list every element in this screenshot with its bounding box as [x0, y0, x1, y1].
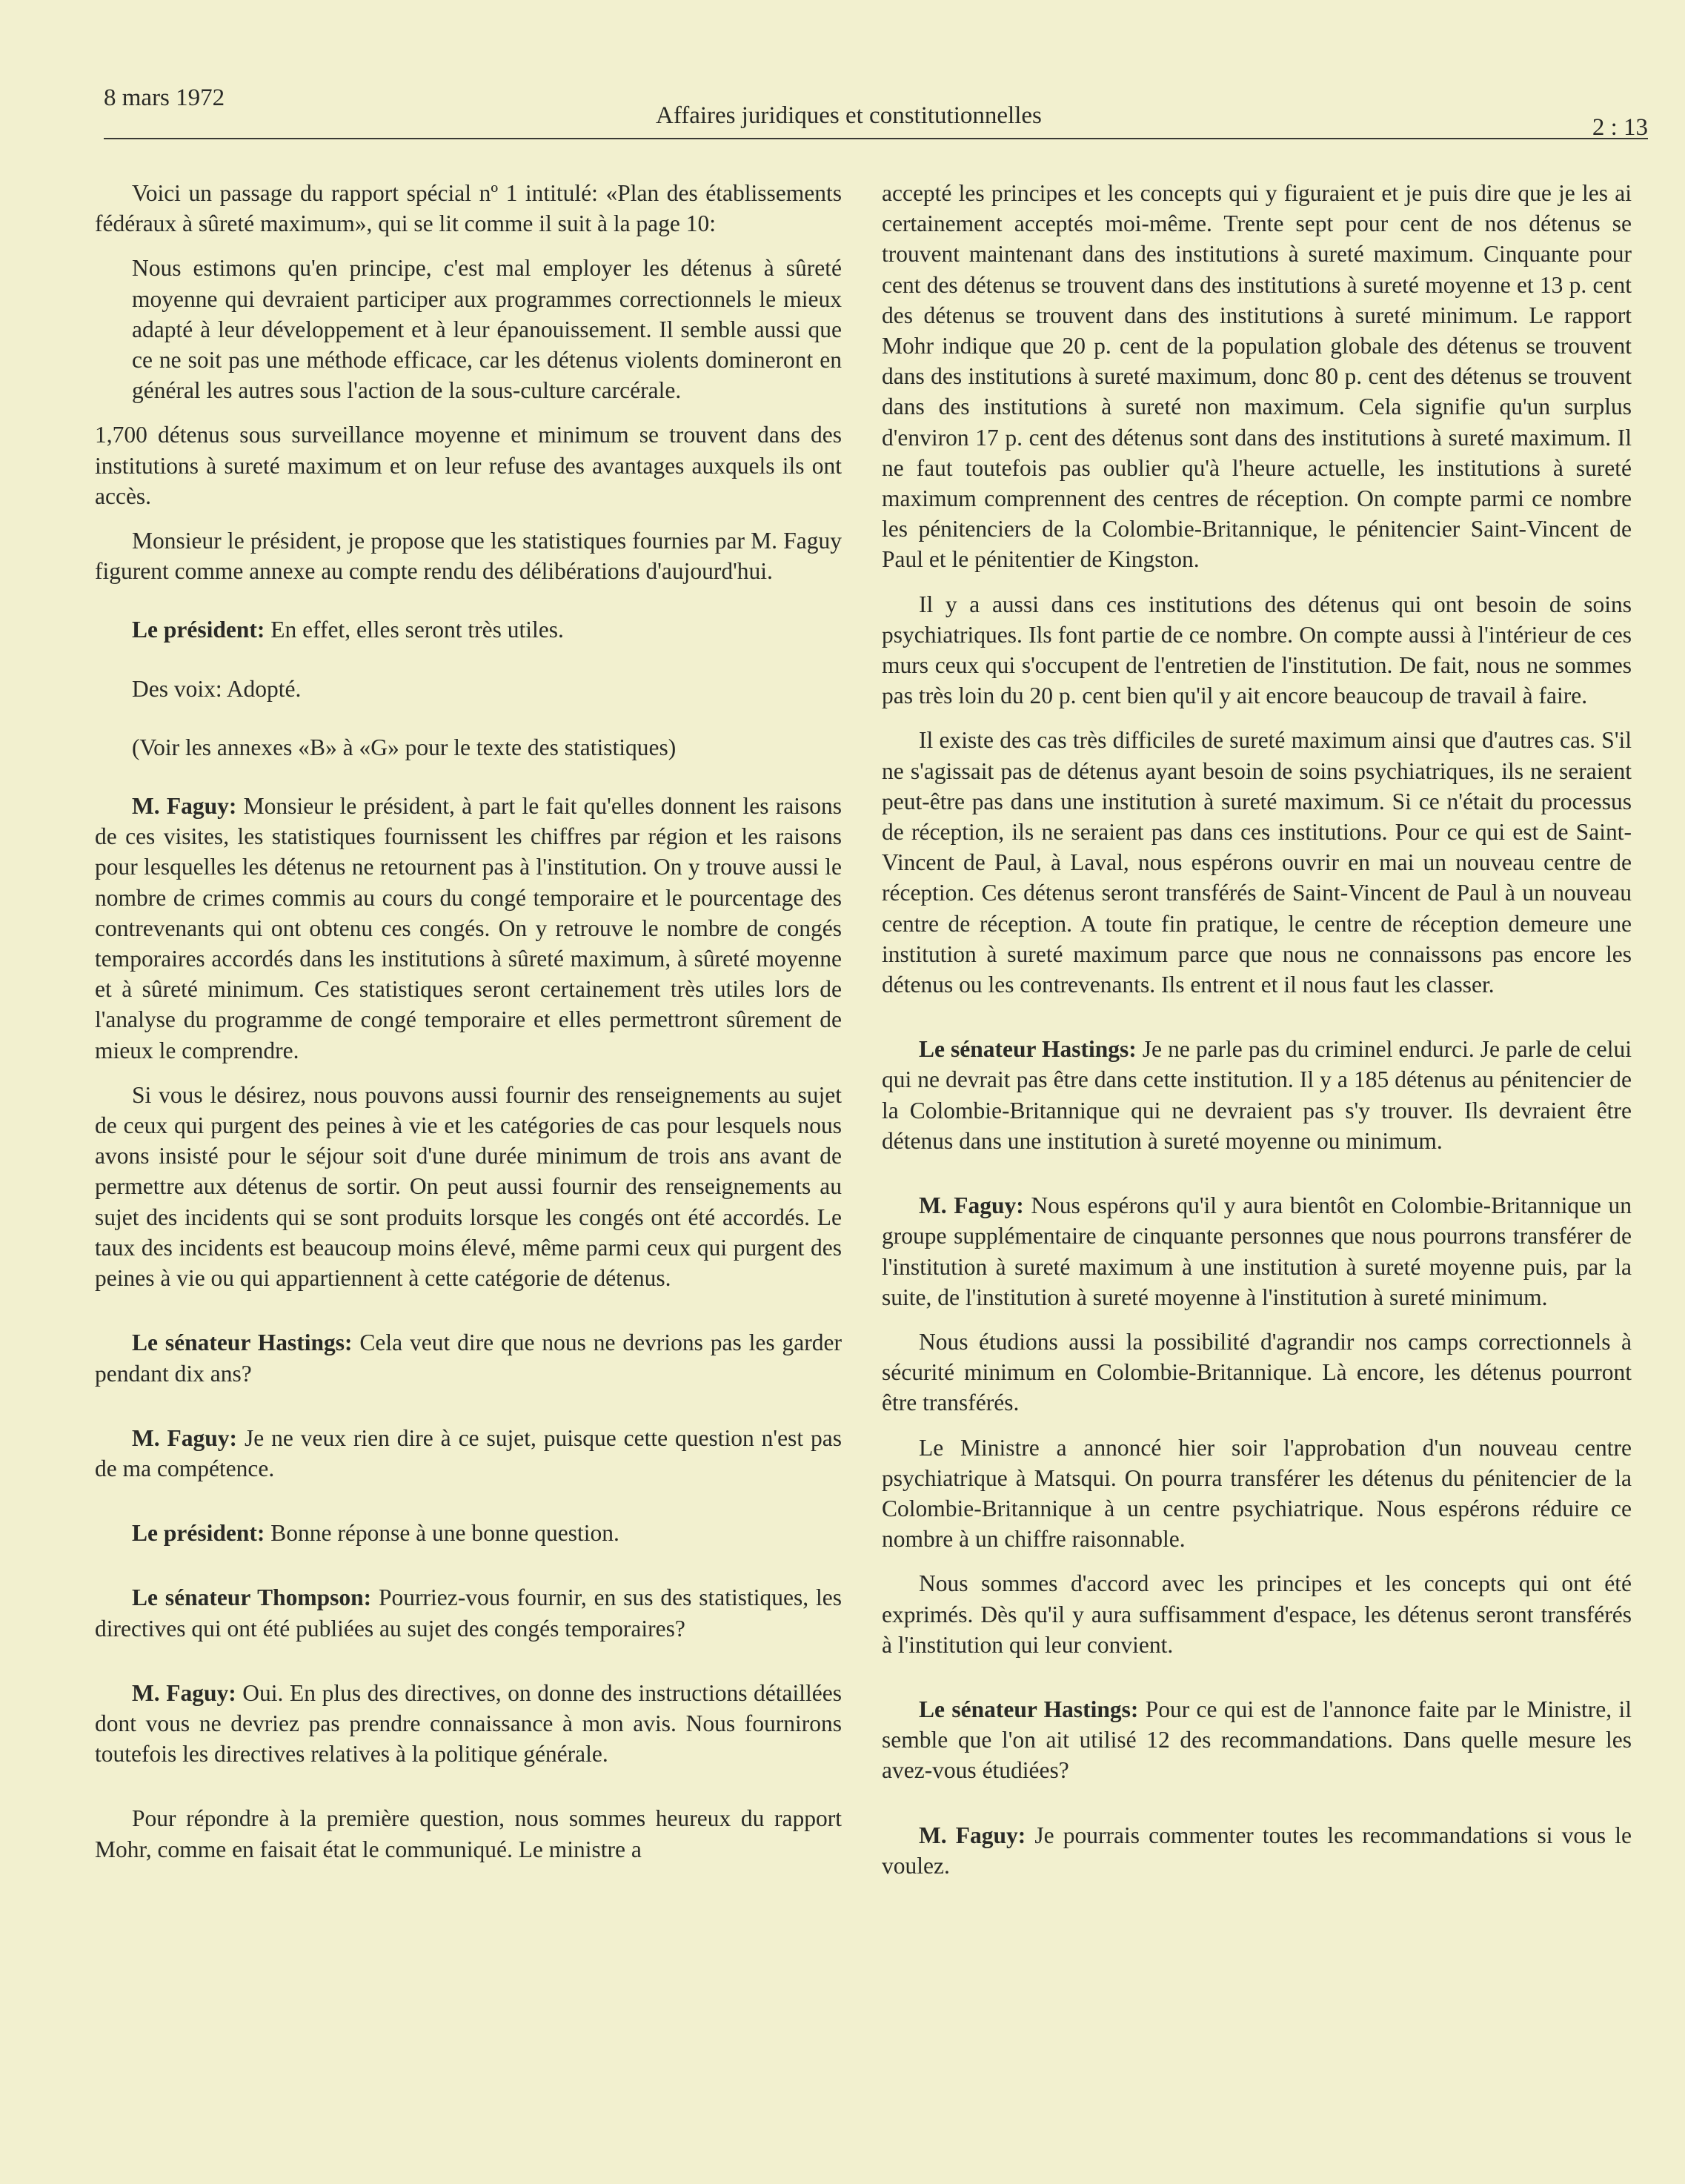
speech	[882, 1820, 1632, 1881]
speech	[95, 1518, 842, 1548]
speech	[95, 1423, 842, 1484]
speech	[95, 791, 842, 1066]
block-quote: Nous estimons qu'en principe, c'est mal employer les détenus à sûreté moyenne qui devraient participer aux programmes correctionnels le mieux adapté à leur développement et à leur épanouissement. Il semble aussi que ce ne soit pas une méthode efficace, car les détenus violents domineront en général les autres sous l'action de la sous-culture carcérale.	[132, 255, 842, 404]
paragraph: accepté les principes et les concepts qui y figuraient et je puis dire que je les ai certainement acceptés moi-même. Trente sept pour cent de nos détenus se trouvent maintenant dans des institutions à sureté maximum. Cinquante pour cent des détenus se trouvent dans des institutions à sureté moyenne et 13 p. cent des détenus se trouvent dans des institutions à sureté minimum. Le rapport Mohr indique que 20 p. cent de la population globale des détenus se trouvent dans des institutions à sureté maximum, donc 80 p. cent des détenus se trouvent dans des institutions à sureté non maximum. Cela signifie qu'un surplus d'environ 17 p. cent des détenus sont dans des institutions à sureté maximum. Il ne faut toutefois pas oublier qu'à l'heure actuelle, les institutions à sureté maximum comprennent des centres de réception. On compte parmi ce nombre les pénitenciers de la Colombie-Britannique, le pénitencier Saint-Vincent de Paul et le pénitentier de Kingston.	[882, 180, 1632, 573]
speech-text: Pourriez-vous fournir, en sus des statistiques, les directives qui ont été publiées au sujet des congés temporaires?	[95, 1584, 842, 1642]
header-rule	[104, 138, 1648, 139]
speech	[95, 1327, 842, 1388]
speaker-name: M. Faguy:	[132, 1679, 236, 1706]
speech-text: Cela veut dire que nous ne devrions pas les garder pendant dix ans?	[95, 1330, 842, 1387]
paragraph: Pour répondre à la première question, nous sommes heureux du rapport Mohr, comme en faisait état le communiqué. Le ministre a	[95, 1805, 842, 1862]
annex-note: (Voir les annexes «B» à «G» pour le texte des statistiques)	[132, 734, 677, 760]
speech-text: Adopté.	[222, 675, 302, 702]
speech-text: Bonne réponse à une bonne question.	[265, 1520, 619, 1547]
paragraph: Le Ministre a annoncé hier soir l'approbation d'un nouveau centre psychiatrique à Matsqui. On pourra transférer les détenus du pénitencier de la Colombie-Britannique à un centre psychiatrique. Nous espérons réduire ce nombre à un chiffre raisonnable.	[882, 1434, 1632, 1553]
paragraph: Voici un passage du rapport spécial nº 1 intitulé: «Plan des établissements fédéraux à sûreté maximum», qui se lit comme il suit à la page 10:	[95, 180, 842, 237]
speech	[882, 1190, 1632, 1312]
speaker-name: Le sénateur Thompson:	[132, 1584, 372, 1611]
page-header	[104, 80, 1648, 148]
speech-text: Je ne veux rien dire à ce sujet, puisque cette question n'est pas de ma compétence.	[95, 1424, 842, 1481]
speech-text: En effet, elles seront très utiles.	[265, 617, 564, 643]
speech	[95, 614, 842, 645]
paragraph: 1,700 détenus sous surveillance moyenne et minimum se trouvent dans des institutions à sureté maximum et on leur refuse des avantages auxquels ils ont accès.	[95, 422, 842, 509]
speech-text: Pour ce qui est de l'annonce faite par le Ministre, il semble que l'on ait utilisé 12 des recommandations. Dans quelle mesure les avez-vous étudiées?	[882, 1696, 1632, 1784]
speech-text: Je ne parle pas du criminel endurci. Je parle de celui qui ne devrait pas être dans cette institution. Il y a 185 détenus au pénitencier de la Colombie-Britannique qui ne devraient pas s'y trouver. Ils devraient être détenus dans une institution à sureté moyenne ou minimum.	[882, 1036, 1632, 1154]
speaker-name: Le sénateur Hastings:	[132, 1330, 353, 1356]
paragraph: Nous sommes d'accord avec les principes et les concepts qui ont été exprimés. Dès qu'il y aura suffisamment d'espace, les détenus seront transférés à l'institution qui leur convient.	[882, 1570, 1632, 1658]
speech-text: Monsieur le président, à part le fait qu'elles donnent les raisons de ces visites, les statistiques fournissent les chiffres par région et les raisons pour lesquelles les détenus ne retournent pas à l'institution. On y trouve aussi le nombre de crimes commis au cours du congé temporaire et le pourcentage des contrevenants qui ont obtenu ces congés. On y retrouve le nombre de congés temporaires accordés dans les institutions à sûreté maximum, à sûreté moyenne et à sûreté minimum. Ces statistiques seront certainement très utiles lors de l'analyse du programme de congé temporaire et elles permettront sûrement de mieux le comprendre.	[95, 793, 842, 1063]
speech	[882, 1034, 1632, 1156]
speech	[95, 674, 842, 704]
speaker-name: Le président:	[132, 1520, 265, 1547]
speaker-name: M. Faguy:	[132, 793, 237, 820]
speaker-name: M. Faguy:	[919, 1822, 1026, 1848]
paragraph: Si vous le désirez, nous pouvons aussi fournir des renseignements au sujet de ceux qui purgent des peines à vie et les catégories de cas pour lesquels nous avons insisté pour le séjour soit d'une durée minimum de trois ans avant de permettre aux détenus de sortir. On peut aussi fournir des renseignements au sujet des incidents qui se sont produits lorsque les congés ont été accordés. Le taux des incidents est beaucoup moins élevé, même parmi ceux qui purgent des peines à vie ou qui appartiennent à cette catégorie de détenus.	[95, 1081, 842, 1292]
header-date: 8 mars 1972	[104, 84, 225, 111]
paragraph: Il existe des cas très difficiles de sureté maximum ainsi que d'autres cas. S'il ne s'agissait pas de détenus ayant besoin de soins psychiatriques, ils ne seraient peut-être pas dans une institution à sureté maximum. Si ce n'était du processus de réception, ils ne seraient pas dans ces institutions. Pour ce qui est de Saint-Vincent de Paul, à Laval, nous espérons ouvrir en mai un nouveau centre de réception. Ces détenus seront transférés de Saint-Vincent de Paul à un nouveau centre de réception. A toute fin pratique, le centre de réception demeure une institution à sureté maximum parce que nous ne connaissons pas encore les détenus ou les contrevenants. Ils entrent et il nous faut les classer.	[882, 727, 1632, 998]
page-number: 2 : 13	[1592, 114, 1648, 141]
speaker-name: Le sénateur Hastings:	[919, 1036, 1137, 1063]
speaker-name: M. Faguy:	[132, 1424, 238, 1451]
speaker-name: Le sénateur Hastings:	[919, 1696, 1139, 1722]
speech	[882, 1694, 1632, 1786]
speaker-name: Le président:	[132, 617, 265, 643]
speech-text: Oui. En plus des directives, on donne des instructions détaillées dont vous ne devriez pas prendre connaissance à mon avis. Nous fournirons toutefois les directives relatives à la politique générale.	[95, 1679, 842, 1768]
paragraph: Il y a aussi dans ces institutions des détenus qui ont besoin de soins psychiatriques. Ils font partie de ce nombre. On compte aussi à l'intérieur de ces murs ceux qui s'occupent de l'entretien de l'institution. De fait, nous ne sommes pas très loin du 20 p. cent bien qu'il y ait encore beaucoup de travail à faire.	[882, 591, 1632, 709]
paragraph: Monsieur le président, je propose que les statistiques fournies par M. Faguy figurent comme annexe au compte rendu des délibérations d'aujourd'hui.	[95, 528, 842, 585]
speaker-name: M. Faguy:	[919, 1192, 1024, 1219]
speaker-name: Des voix:	[132, 675, 222, 702]
running-title: Affaires juridiques et constitutionnelles	[656, 102, 1042, 129]
speech-text: Nous espérons qu'il y aura bientôt en Colombie-Britannique un groupe supplémentaire de cinquante personnes que nous pourrons transférer de l'institution à sureté maximum à une institution à sureté moyenne puis, par la suite, de l'institution à sureté moyenne à l'institution à sureté minimum.	[882, 1192, 1632, 1310]
speech-text: Je pourrais commenter toutes les recommandations si vous le voulez.	[882, 1822, 1632, 1879]
speech	[95, 1678, 842, 1770]
left-column	[95, 178, 842, 1879]
speech	[95, 1582, 842, 1643]
paragraph: Nous étudions aussi la possibilité d'agrandir nos camps correctionnels à sécurité minimum en Colombie-Britannique. Là encore, les détenus pourront être transférés.	[882, 1328, 1632, 1416]
right-column	[882, 178, 1632, 1895]
